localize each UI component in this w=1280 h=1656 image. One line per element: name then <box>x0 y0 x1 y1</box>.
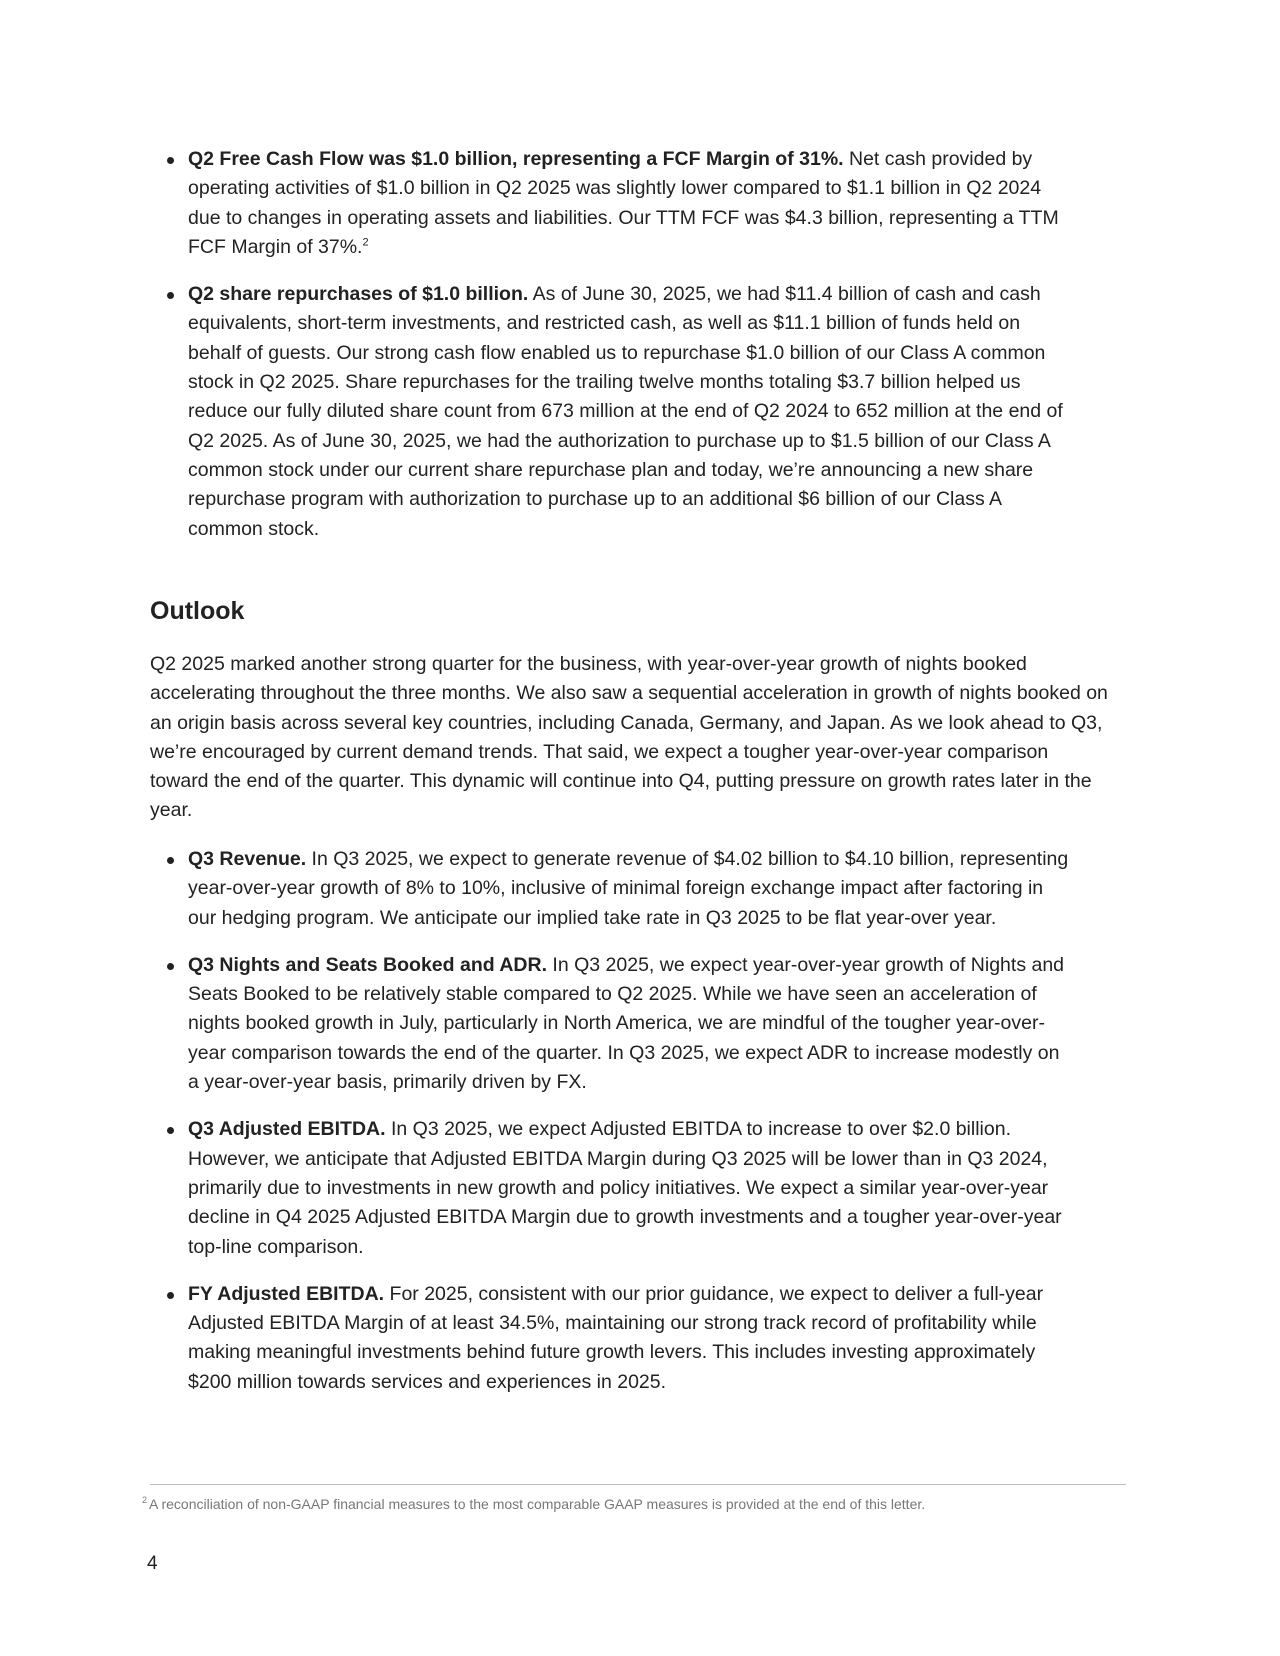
bullet-body: In Q3 2025, we expect year-over-year growth of Nights and Seats Booked to be relatively stable compared to Q2 2025. While we have seen an acceleration of nights booked growth in July, particularly in North America, we are mindful of the tougher year-over-year comparison towards the end of the quarter. In Q3 2025, we expect ADR to increase modestly on a year-over-year basis, primarily driven by FX. <box>188 953 1065 1094</box>
bullet-dot <box>167 157 174 164</box>
footnote <box>142 1496 925 1512</box>
bullet-dot <box>167 1292 174 1299</box>
section-heading-outlook: Outlook <box>150 597 245 625</box>
bullet-lead: Q3 Revenue. <box>188 848 307 870</box>
bullet-lead: FY Adjusted EBITDA. <box>188 1282 385 1305</box>
outlook-intro-paragraph: Q2 2025 marked another strong quarter for the business, with year-over-year growth of nights booked accelerating throughout the three months. We also saw a sequential acceleration in growth of nights booked on an origin basis across several key countries, including Canada, Germany, and Japan. As we look ahead to Q3, we’re encouraged by current demand trends. That said, we expect a tougher year-over-year comparison toward the end of the quarter. This dynamic will continue into Q4, putting pressure on growth rates later in the year. <box>150 653 1108 822</box>
list-item-share-repurchases <box>150 280 1070 544</box>
bullet-body: As of June 30, 2025, we had $11.4 billion of cash and cash equivalents, short-term investments, and restricted cash, as well as $11.1 billion of funds held on behalf of guests. Our strong cash flow enabled us to repurchase $1.0 billion of our Class A common stock in Q2 2025. Share repurchases for the trailing twelve months totaling $3.7 billion helped us reduce our fully diluted share count from 673 million at the end of Q2 2024 to 652 million at the end of Q2 2025. As of June 30, 2025, we had the authorization to purchase up to $1.5 billion of our Class A common stock under our current share repurchase plan and today, we’re announcing a new share repurchase program with authorization to purchase up to an additional $6 billion of our Class A common stock. <box>188 283 1063 540</box>
bullet-body: Net cash provided by operating activities of $1.0 billion in Q2 2025 was slightly lower compared to $1.1 billion in Q2 2024 due to changes in operating assets and liabilities. Our TTM FCF was $4.3 billion, representing a TTM FCF Margin of 37%. <box>188 148 1059 258</box>
outlook-list <box>150 845 1070 1415</box>
bullet-lead: Q3 Nights and Seats Booked and ADR. <box>188 953 547 976</box>
footnote-ref: 2 <box>362 236 369 249</box>
bullet-dot <box>167 963 174 970</box>
bullet-dot <box>167 1127 174 1134</box>
bullet-body: In Q3 2025, we expect to generate revenue of $4.02 billion to $4.10 billion, representing year-over-year growth of 8% to 10%, inclusive of minimal foreign exchange impact after factoring in our hedging program. We anticipate our implied take rate in Q3 2025 to be flat year-over year. <box>188 848 1069 929</box>
bullet-dot <box>167 292 174 299</box>
bullet-lead: Q2 share repurchases of $1.0 billion. <box>188 283 529 306</box>
footnote-divider <box>150 1484 1126 1485</box>
list-item-q3-revenue <box>150 845 1070 933</box>
list-item-free-cash-flow <box>150 145 1070 262</box>
bullet-dot <box>167 857 174 864</box>
bullet-lead: Q2 Free Cash Flow was $1.0 billion, representing a FCF Margin of 31%. <box>188 148 844 170</box>
bullet-body: In Q3 2025, we expect Adjusted EBITDA to increase to over $2.0 billion. However, we anticipate that Adjusted EBITDA Margin during Q3 2025 will be lower than in Q3 2024, primarily due to investments in new growth and policy initiatives. We expect a similar year-over-year decline in Q4 2025 Adjusted EBITDA Margin due to growth investments and a tougher year-over-year top-line comparison. <box>188 1118 1062 1258</box>
footnote-text: A reconciliation of non-GAAP financial measures to the most comparable GAAP measures is provided at the end of this letter. <box>149 1496 926 1512</box>
list-item-q3-adjusted-ebitda <box>150 1115 1070 1261</box>
financial-highlights-list <box>150 145 1070 562</box>
bullet-body: For 2025, consistent with our prior guidance, we expect to deliver a full-year Adjusted EBITDA Margin of at least 34.5%, maintaining our strong track record of profitability while making meaningful investments behind future growth levers. This includes investing approximately $200 million towards services and experiences in 2025. <box>188 1282 1044 1393</box>
page-number: 4 <box>147 1553 158 1574</box>
list-item-fy-adjusted-ebitda <box>150 1280 1070 1397</box>
bullet-lead: Q3 Adjusted EBITDA. <box>188 1118 386 1141</box>
list-item-q3-nights-adr <box>150 951 1070 1097</box>
footnote-mark: 2 <box>142 1495 148 1506</box>
